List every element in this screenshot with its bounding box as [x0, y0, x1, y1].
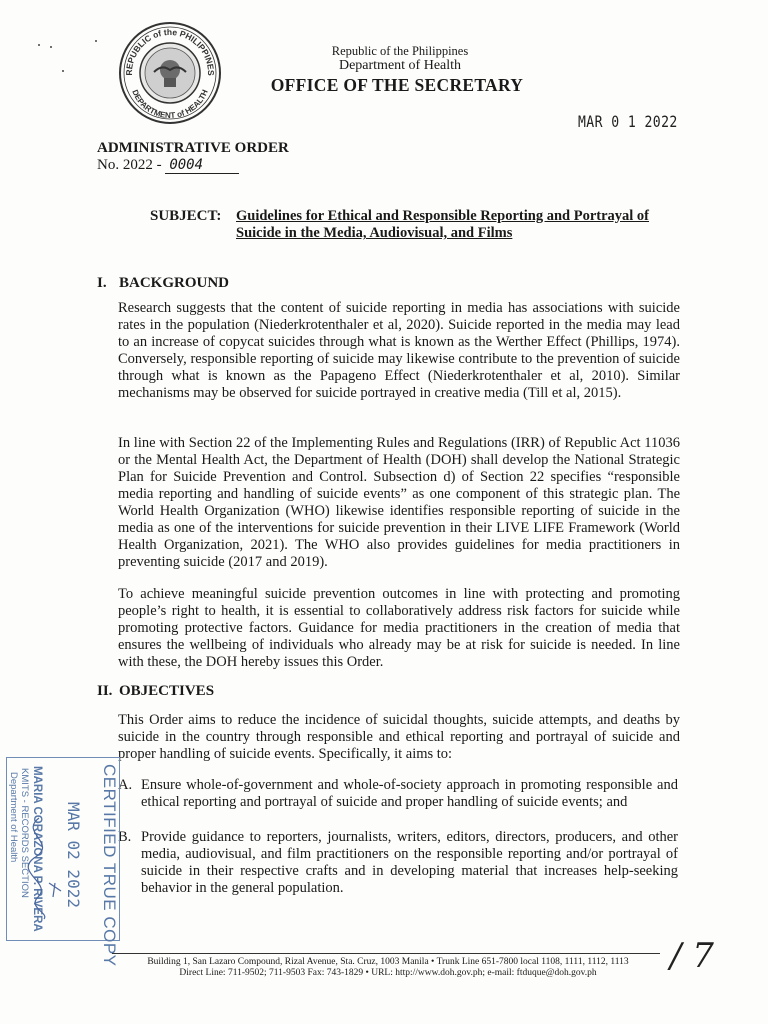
stamp-signature [9, 813, 79, 923]
section-heading: BACKGROUND [119, 275, 230, 291]
certified-true-copy-stamp [6, 757, 120, 967]
svg-text:DEPARTMENT of HEALTH: DEPARTMENT of HEALTH [130, 88, 210, 121]
footer-divider [112, 953, 660, 954]
header-department: Department of Health [338, 58, 462, 73]
paragraph: Research suggests that the content of suicide reporting in media has associations with suicide rates in the population (Niederkrotenthaler et al, 2020). Suicide reported in the media may lead to an increase of copycat suicides through what is known as the Werther Effect (Phillips, 1974). Conversely, responsible reporting of suicide may likewise contribute to the prevention of suicide through what is known as the Papageno Effect (Niederkrotenthaler et al, 2010). Similar mechanisms may be observed for suicide portrayed in creative media (Till et al, 2015). [118, 300, 680, 401]
stamp-dept: Department of Health [8, 772, 19, 863]
list-text: Provide guidance to reporters, journalists, writers, editors, directors, producers, and other media, audiovisual, and film practitioners on the responsible reporting and/or portrayal of suicide in their respective crafts and in developing material that increases help-seeking behavior in the general population. [141, 829, 678, 896]
svg-text:REPUBLIC of the PHILIPPINES: REPUBLIC of the PHILIPPINES [123, 26, 217, 76]
subject-text: Guidelines for Ethical and Responsible Reporting and Portrayal of Suicide in the Media, Audiovisual, and Films [236, 208, 650, 241]
scan-speck [50, 46, 52, 48]
order-number-prefix: No. 2022 - [97, 157, 166, 173]
date-stamp: MAR 0 1 2022 [578, 112, 678, 131]
stamp-office: KMITS - RECORDS SECTION [19, 768, 30, 898]
header-office: OFFICE OF THE SECRETARY [270, 75, 524, 95]
scan-speck [38, 44, 40, 46]
footer-contact: Direct Line: 711-9502; 711-9503 Fax: 743-1829 • URL: http://www.doh.gov.ph; e-mail: ftduque@doh.gov.ph [179, 968, 597, 978]
scan-speck [95, 40, 97, 42]
section-number: I. [97, 275, 107, 291]
paragraph: In line with Section 22 of the Implementing Rules and Regulations (IRR) of Republic Act 11036 or the Mental Health Act, the Department of Health (DOH) shall develop the National Strategic Plan for Suicide Prevention and Control. Subsection d) of Section 22 specifies “responsible media reporting and handling of suicide events” as one component of this strategic plan. The World Health Organization (WHO) likewise identifies responsible reporting of suicide in the media as one of the interventions for suicide prevention in their LIVE LIFE Framework (World Health Organization, 2021). The WHO also provides guidelines for media practitioners in preventing suicide (2017 and 2019). [118, 435, 680, 570]
paragraph: This Order aims to reduce the incidence of suicidal thoughts, suicide attempts, and deaths by suicide in the country through responsible and ethical reporting and portrayal of suicide and proper handling of suicide events. Specifically, it aims to: [118, 712, 680, 762]
stamp-title: CERTIFIED TRUE COPY [100, 764, 119, 967]
footer-address: Building 1, San Lazaro Compound, Rizal Avenue, Sta. Cruz, 1003 Manila • Trunk Line 651-7800 local 1108, 1111, 1112, 1113 [147, 957, 629, 967]
header-country: Republic of the Philippines [331, 44, 469, 58]
stamp-date: MAR 02 2022 [64, 802, 83, 908]
page-mark: / 7 [670, 936, 714, 976]
order-title: ADMINISTRATIVE ORDER [97, 140, 289, 156]
paragraph: To achieve meaningful suicide prevention outcomes in line with protecting and promoting people’s right to health, it is essential to collaboratively address risk factors for suicide while promoting protective factors. Guidance for media practitioners in the creation of media that ensures the wellbeing of individuals who already may be at risk for suicide is needed. In line with these, the DOH hereby issues this Order. [118, 586, 680, 670]
list-text: Ensure whole-of-government and whole-of-society approach in promoting responsible and ethical reporting and portrayal of suicide and proper handling of suicide events; and [141, 777, 678, 810]
order-number-line [97, 157, 239, 174]
list-marker: B. [118, 829, 132, 845]
subject-label: SUBJECT: [150, 208, 222, 224]
list-marker: A. [118, 777, 133, 793]
scan-speck [62, 70, 64, 72]
order-number: 0004 [165, 157, 239, 174]
stamp-name: MARIA CORAZONA P. RIVERA [31, 766, 43, 932]
section-number: II. [97, 683, 113, 699]
section-heading: OBJECTIVES [119, 683, 215, 699]
doh-seal-logo [117, 20, 223, 126]
